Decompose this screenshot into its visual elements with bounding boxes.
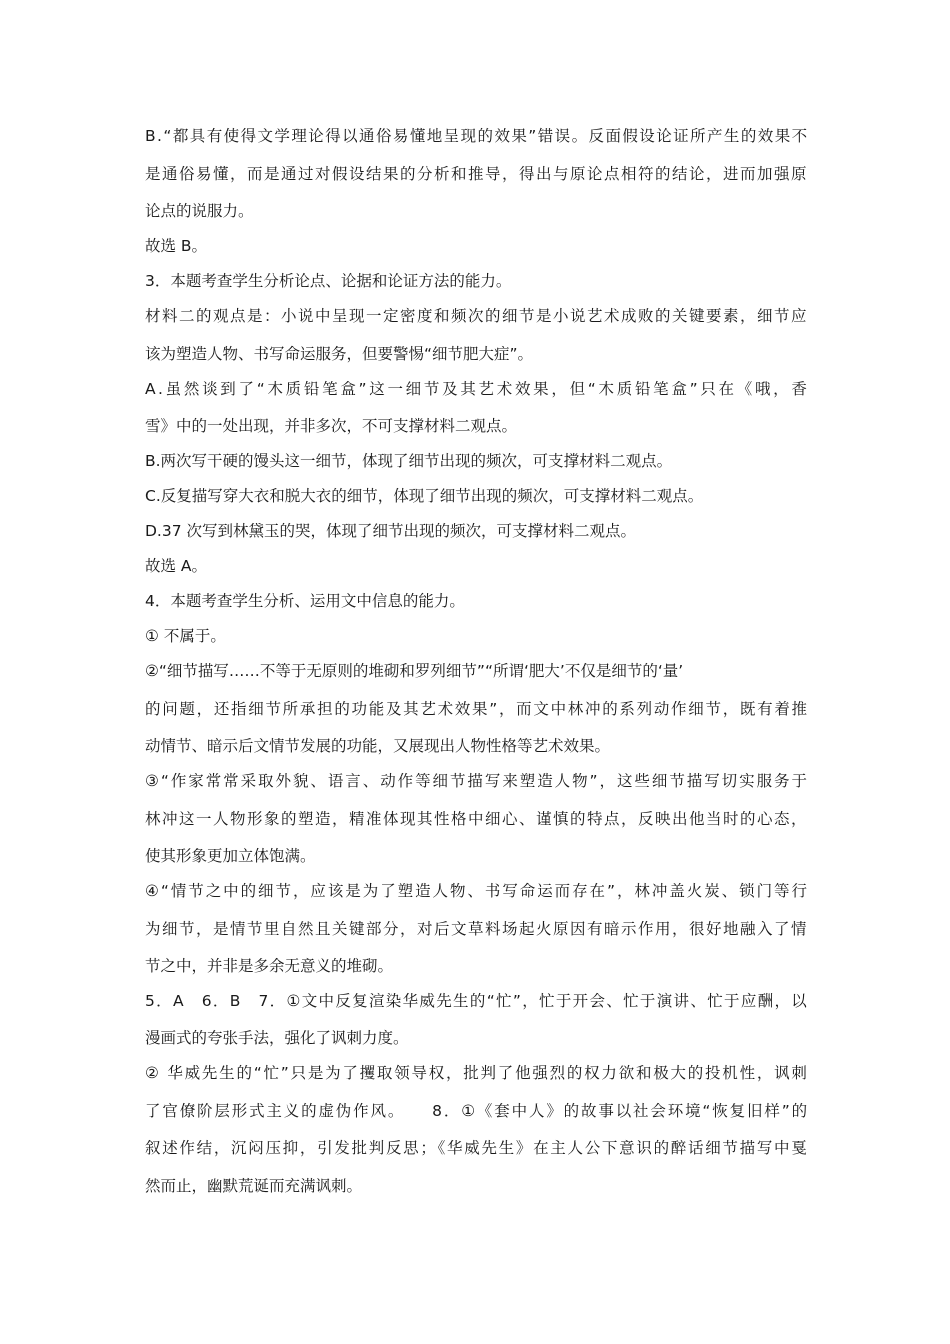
text-line: ②“细节描写……不等于无原则的堆砌和罗列细节”“所谓‘肥大’不仅是细节的‘量’ — [145, 662, 684, 680]
text-line: 材料二的观点是：小说中呈现一定密度和频次的细节是小说艺术成败的关键要素，细节应 — [145, 307, 809, 325]
text-line: 4．本题考查学生分析、运用文中信息的能力。 — [145, 592, 465, 610]
text-line: B.“都具有使得文学理论得以通俗易懂地呈现的效果”错误。反面假设论证所产生的效果不 — [145, 127, 809, 145]
text-line: 叙述作结，沉闷压抑，引发批判反思；《华威先生》在主人公下意识的醉话细节描写中戛 — [145, 1139, 809, 1157]
text-line: ④“情节之中的细节，应该是为了塑造人物、书写命运而存在”，林冲盖火炭、锁门等行 — [145, 882, 809, 900]
text-line: 动情节、暗示后文情节发展的功能，又展现出人物性格等艺术效果。 — [145, 737, 611, 755]
text-line: 故选 B。 — [145, 237, 208, 255]
text-line: 节之中，并非是多余无意义的堆砌。 — [145, 957, 394, 975]
text-line: 雪》中的一处出现，并非多次，不可支撑材料二观点。 — [145, 417, 518, 435]
text-line: 论点的说服力。 — [145, 202, 254, 220]
text-line: 是通俗易懂，而是通过对假设结果的分析和推导，得出与原论点相符的结论，进而加强原 — [145, 165, 809, 183]
text-line: 该为塑造人物、书写命运服务，但要警惕“细节肥大症”。 — [145, 345, 534, 363]
text-line: ① 不属于。 — [145, 627, 226, 645]
text-line: ③“作家常常采取外貌、语言、动作等细节描写来塑造人物”，这些细节描写切实服务于 — [145, 772, 809, 790]
text-line: 的问题，还指细节所承担的功能及其艺术效果”，而文中林冲的系列动作细节，既有着推 — [145, 700, 809, 718]
text-line: 5．A 6．B 7．①文中反复渲染华威先生的“忙”，忙于开会、忙于演讲、忙于应酬，以 — [145, 992, 809, 1010]
text-line: 漫画式的夸张手法，强化了讽刺力度。 — [145, 1029, 409, 1047]
text-line: A.虽然谈到了“木质铅笔盒”这一细节及其艺术效果，但“木质铅笔盒”只在《哦，香 — [145, 380, 810, 398]
text-line: 使其形象更加立体饱满。 — [145, 847, 316, 865]
text-line: 为细节，是情节里自然且关键部分，对后文草料场起火原因有暗示作用，很好地融入了情 — [145, 920, 809, 938]
text-line: 林冲这一人物形象的塑造，精准体现其性格中细心、谨慎的特点，反映出他当时的心态， — [145, 810, 809, 828]
text-line: C.反复描写穿大衣和脱大衣的细节，体现了细节出现的频次，可支撑材料二观点。 — [145, 487, 704, 505]
text-line: B.两次写干硬的馒头这一细节，体现了细节出现的频次，可支撑材料二观点。 — [145, 452, 673, 470]
text-line: 3．本题考查学生分析论点、论据和论证方法的能力。 — [145, 272, 512, 290]
text-line: 了官僚阶层形式主义的虚伪作风。 8．①《套中人》的故事以社会环境“恢复旧样”的 — [145, 1102, 809, 1120]
text-line: 然而止，幽默荒诞而充满讽刺。 — [145, 1177, 363, 1195]
text-line: ② 华威先生的“忙”只是为了攫取领导权，批判了他强烈的权力欲和极大的投机性，讽刺 — [145, 1064, 809, 1082]
text-line: D.37 次写到林黛玉的哭，体现了细节出现的频次，可支撑材料二观点。 — [145, 522, 637, 540]
text-line: 故选 A。 — [145, 557, 208, 575]
